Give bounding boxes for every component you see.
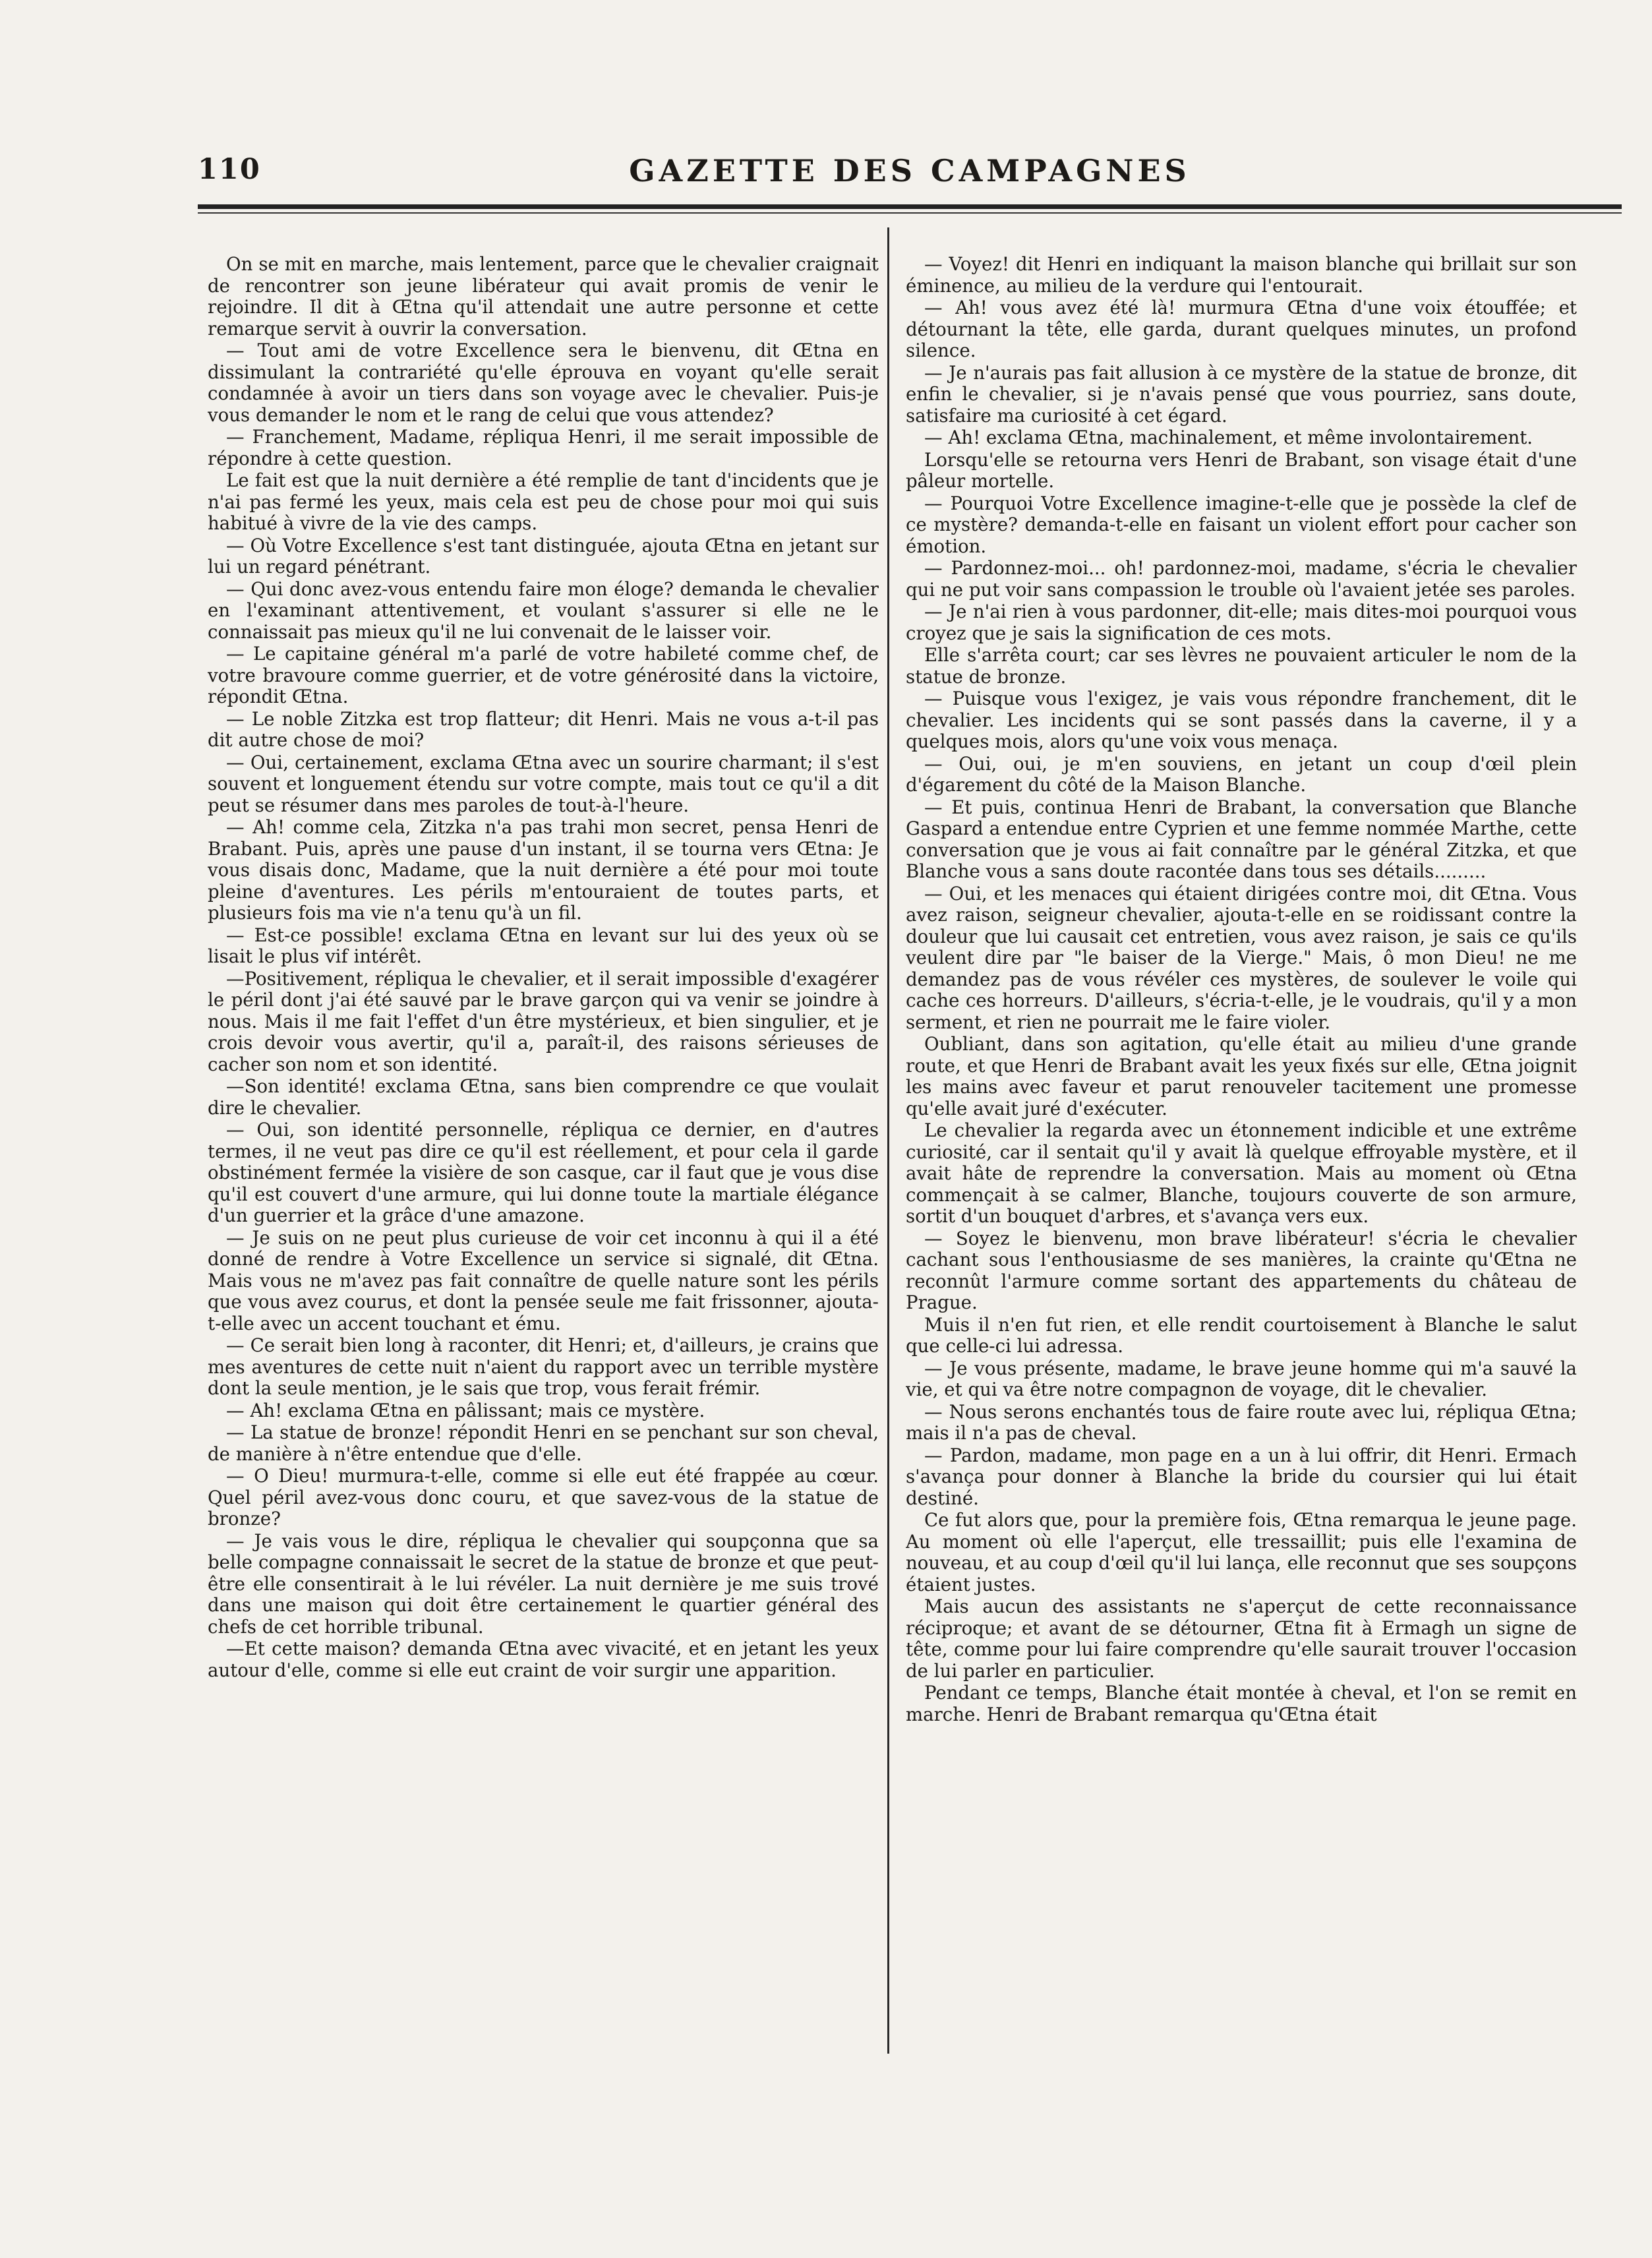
left-column (208, 254, 879, 2050)
paragraph: Mais aucun des assistants ne s'aperçut de cette reconnaissance réciproque; et avant de se détourner, Œtna fit à Ermagh un signe de tête, comme pour lui faire comprendre qu'elle saurait trouver l'occasion de lui parler en particulier. (906, 1595, 1577, 1682)
paragraph: —Positivement, répliqua le chevalier, et il serait impossible d'exagérer le péril dont j'ai été sauvé par le brave garçon qui va venir se joindre à nous. Mais il me fait l'effet d'un être mystérieux, et bien singulier, et je crois devoir vous avertir, qu'il a, paraît-il, des raisons sérieuses de cacher son nom et son identité. (208, 967, 879, 1075)
paragraph: — Oui, oui, je m'en souviens, en jetant un coup d'œil plein d'égarement du côté de la Maison Blanche. (906, 752, 1577, 796)
paragraph: — Je n'aurais pas fait allusion à ce mystère de la statue de bronze, dit enfin le chevalier, si je n'avais pensé que vous pourriez, sans doute, satisfaire ma curiosité à cet égard. (906, 361, 1577, 427)
paragraph: — Oui, et les menaces qui étaient dirigées contre moi, dit Œtna. Vous avez raison, seigneur chevalier, ajouta-t-elle en se roidissant contre la douleur que lui causait cet entretien, vous avez raison, je sais ce qu'ils veulent dire par "le baiser de la Vierge." Mais, ô mon Dieu! ne me demandez pas de vous révéler ces mystères, de soulever le voile qui cache ces horreurs. D'ailleurs, s'écria-t-elle, je le voudrais, qu'il y a mon serment, et rien ne pourrait me le faire violer. (906, 882, 1577, 1033)
header-rule-thin (198, 212, 1622, 214)
paragraph: — Est-ce possible! exclama Œtna en levant sur lui des yeux où se lisait le plus vif intérêt. (208, 924, 879, 967)
paragraph: — Voyez! dit Henri en indiquant la maison blanche qui brillait sur son éminence, au milieu de la verdure qui l'entourait. (906, 254, 1577, 297)
paragraph: — Je n'ai rien à vous pardonner, dit-elle; mais dites-moi pourquoi vous croyez que je sais la signification de ces mots. (906, 601, 1577, 644)
paragraph: — Pourquoi Votre Excellence imagine-t-elle que je possède la clef de ce mystère? demanda-t-elle en faisant un violent effort pour cacher son émotion. (906, 492, 1577, 557)
paragraph: On se mit en marche, mais lentement, parce que le chevalier craignait de rencontrer son jeune libérateur qui avait promis de venir le rejoindre. Il dit à Œtna qu'il attendait une autre personne et cette remarque servit à ouvrir la conversation. (208, 254, 879, 340)
paragraph: — Oui, certainement, exclama Œtna avec un sourire charmant; il s'est souvent et longuement étendu sur votre compte, mais tout ce qu'il a dit peut se résumer dans mes paroles de tout-à-l'heure. (208, 751, 879, 816)
column-divider (887, 227, 889, 2054)
paragraph: — Pardonnez-moi... oh! pardonnez-moi, madame, s'écria le chevalier qui ne put voir sans compassion le trouble où l'avaient jetée ses paroles. (906, 557, 1577, 601)
paragraph: Pendant ce temps, Blanche était montée à cheval, et l'on se remit en marche. Henri de Brabant remarqua qu'Œtna était (906, 1682, 1577, 1725)
page-number: 110 (198, 153, 261, 186)
paragraph: — Soyez le bienvenu, mon brave libérateur! s'écria le chevalier cachant sous l'enthousiasme de ses manières, la crainte qu'Œtna ne reconnût l'armure comme sortant des appartements du château de Prague. (906, 1227, 1577, 1313)
running-title: GAZETTE DES CAMPAGNES (629, 153, 1191, 189)
paragraph: — Je vous présente, madame, le brave jeune homme qui m'a sauvé la vie, et qui va être notre compagnon de voyage, dit le chevalier. (906, 1357, 1577, 1400)
paragraph: — Je suis on ne peut plus curieuse de voir cet inconnu à qui il a été donné de rendre à Votre Excellence un service si signalé, dit Œtna. Mais vous ne m'avez pas fait connaître de quelle nature sont les périls que vous avez courus, et dont la pensée seule me fait frissonner, ajouta-t-elle avec un accent touchant et ému. (208, 1226, 879, 1334)
paragraph: — Ah! comme cela, Zitzka n'a pas trahi mon secret, pensa Henri de Brabant. Puis, après une pause d'un instant, il se tourna vers Œtna: Je vous disais donc, Madame, que la nuit dernière a été pour moi toute pleine d'aventures. Les périls m'entouraient de toutes parts, et plusieurs fois ma vie n'a tenu qu'à un fil. (208, 816, 879, 924)
right-column (906, 254, 1577, 2050)
paragraph: —Son identité! exclama Œtna, sans bien comprendre ce que voulait dire le chevalier. (208, 1075, 879, 1119)
paragraph: Le chevalier la regarda avec un étonnement indicible et une extrême curiosité, car il sentait qu'il y avait là quelque effroyable mystère, et il avait hâte de reprendre la conversation. Mais au moment où Œtna commençait à se calmer, Blanche, toujours couverte de son armure, sortit d'un bouquet d'arbres, et s'avança vers eux. (906, 1119, 1577, 1227)
paragraph: — La statue de bronze! répondit Henri en se penchant sur son cheval, de manière à n'être entendue que d'elle. (208, 1421, 879, 1465)
paragraph: — Oui, son identité personnelle, répliqua ce dernier, en d'autres termes, il ne veut pas dire ce qu'il est réellement, et pour cela il garde obstinément fermée la visière de son casque, car il faut que je vous dise qu'il est couvert d'une armure, qui lui donne toute la martiale élégance d'un guerrier et la grâce d'une amazone. (208, 1119, 879, 1226)
paragraph: — Je vais vous le dire, répliqua le chevalier qui soupçonna que sa belle compagne connaissait le secret de la statue de bronze et que peut-être elle consentirait à le lui révéler. La nuit dernière je me suis trové dans une maison qui doit être certainement le quartier général des chefs de cet horrible tribunal. (208, 1530, 879, 1638)
paragraph: — Ce serait bien long à raconter, dit Henri; et, d'ailleurs, je crains que mes aventures de cette nuit n'aient du rapport avec un terrible mystère dont la seule mention, je le sais que trop, vous ferait frémir. (208, 1334, 879, 1399)
paragraph: — Et puis, continua Henri de Brabant, la conversation que Blanche Gaspard a entendue entre Cyprien et une femme nommée Marthe, cette conversation que je vous ai fait connaître par le général Zitzka, et que Blanche vous a sans doute racontée dans tous ses détails......... (906, 796, 1577, 882)
paragraph: Elle s'arrêta court; car ses lèvres ne pouvaient articuler le nom de la statue de bronze. (906, 644, 1577, 688)
header-rule-thick (198, 204, 1622, 209)
paragraph: — Qui donc avez-vous entendu faire mon éloge? demanda le chevalier en l'examinant attentivement, et voulant s'assurer si elle ne le connaissait pas mieux qu'il ne lui convenait de le laisser voir. (208, 578, 879, 643)
paragraph: — Puisque vous l'exigez, je vais vous répondre franchement, dit le chevalier. Les incidents qui se sont passés dans la caverne, il y a quelques mois, alors qu'une voix vous menaça. (906, 688, 1577, 752)
paragraph: — Ah! vous avez été là! murmura Œtna d'une voix étouffée; et détournant la tête, elle garda, durant quelques minutes, un profond silence. (906, 297, 1577, 361)
paragraph: Oubliant, dans son agitation, qu'elle était au milieu d'une grande route, et que Henri de Brabant avait les yeux fixés sur elle, Œtna joignit les mains avec faveur et parut renouveler tacitement une promesse qu'elle avait juré d'exécuter. (906, 1033, 1577, 1119)
page-header (198, 153, 1622, 193)
paragraph: Ce fut alors que, pour la première fois, Œtna remarqua le jeune page. Au moment où elle l'aperçut, elle tressaillit; puis elle l'examina de nouveau, et au coup d'œil qu'il lui lança, elle reconnut que ses soupçons étaient justes. (906, 1509, 1577, 1595)
paragraph: —Et cette maison? demanda Œtna avec vivacité, et en jetant les yeux autour d'elle, comme si elle eut craint de voir surgir une apparition. (208, 1638, 879, 1681)
paragraph: Le fait est que la nuit dernière a été remplie de tant d'incidents que je n'ai pas fermé les yeux, mais cela est peu de chose pour moi qui suis habitué à vivre de la vie des camps. (208, 469, 879, 534)
paragraph: Lorsqu'elle se retourna vers Henri de Brabant, son visage était d'une pâleur mortelle. (906, 448, 1577, 492)
paragraph: — Ah! exclama Œtna, machinalement, et même involontairement. (924, 427, 1533, 448)
paragraph: — O Dieu! murmura-t-elle, comme si elle eut été frappée au cœur. Quel péril avez-vous donc couru, et que savez-vous de la statue de bronze? (208, 1465, 879, 1530)
paragraph: — Ah! exclama Œtna en pâlissant; mais ce mystère. (226, 1399, 705, 1421)
paragraph: — Le noble Zitzka est trop flatteur; dit Henri. Mais ne vous a-t-il pas dit autre chose de moi? (208, 707, 879, 751)
paragraph: Muis il n'en fut rien, et elle rendit courtoisement à Blanche le salut que celle-ci lui adressa. (906, 1313, 1577, 1357)
paragraph: — Nous serons enchantés tous de faire route avec lui, répliqua Œtna; mais il n'a pas de cheval. (906, 1400, 1577, 1444)
paragraph: — Franchement, Madame, répliqua Henri, il me serait impossible de répondre à cette question. (208, 426, 879, 469)
paragraph: — Pardon, madame, mon page en a un à lui offrir, dit Henri. Ermach s'avança pour donner à Blanche la bride du coursier qui lui était destiné. (906, 1444, 1577, 1509)
paragraph: — Le capitaine général m'a parlé de votre habileté comme chef, de votre bravoure comme guerrier, et de votre générosité dans la victoire, répondit Œtna. (208, 643, 879, 707)
paragraph: — Tout ami de votre Excellence sera le bienvenu, dit Œtna en dissimulant la contrariété qu'elle éprouva en voyant qu'elle serait condamnée à avoir un tiers dans son voyage avec le chevalier. Puis-je vous demander le nom et le rang de celui que vous attendez? (208, 340, 879, 426)
paragraph: — Où Votre Excellence s'est tant distinguée, ajouta Œtna en jetant sur lui un regard pénétrant. (208, 534, 879, 578)
